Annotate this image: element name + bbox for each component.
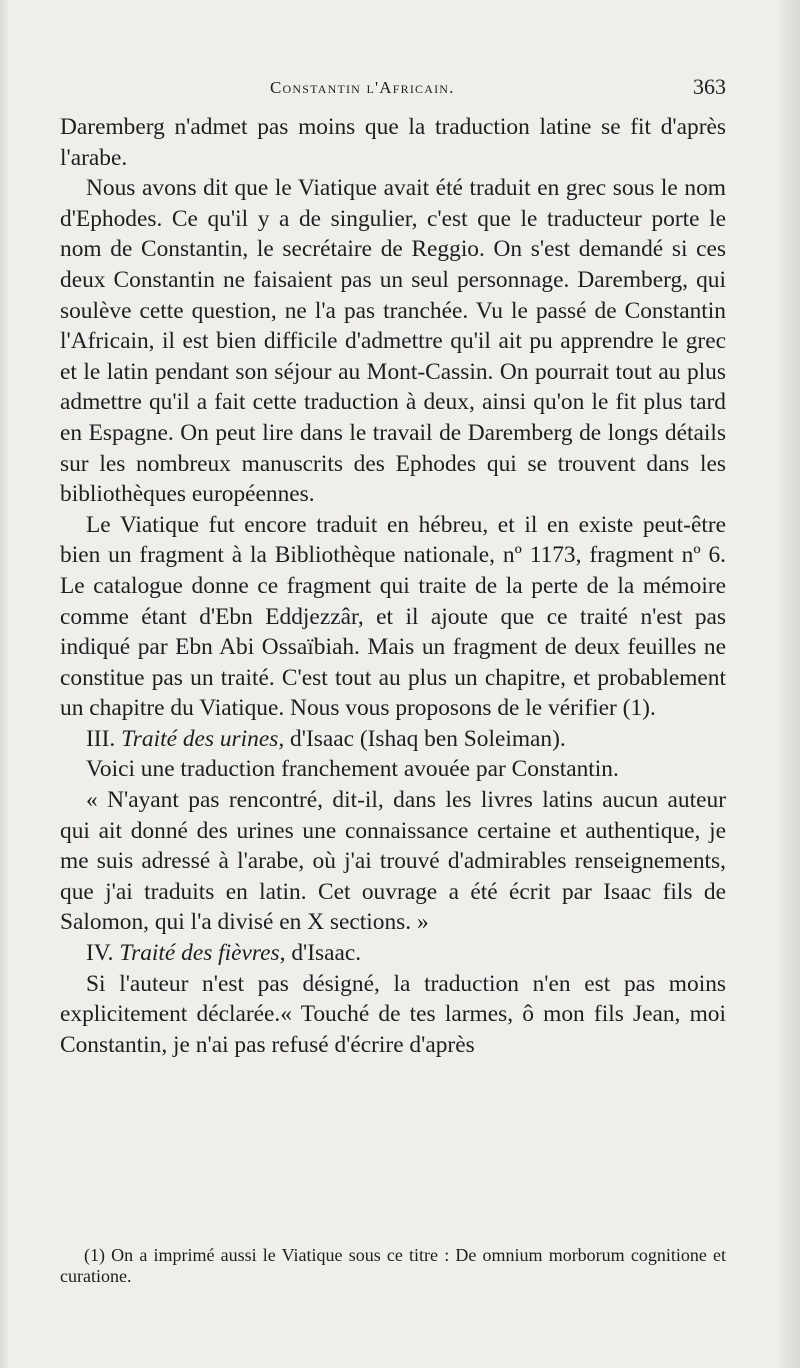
page-number: 363 xyxy=(693,74,726,99)
section-numeral-3: III. xyxy=(86,725,116,752)
section-rest-fievres: , d'Isaac. xyxy=(279,940,362,967)
paragraph-3: Le Viatique fut encore traduit en hébreu, et il en existe peut-être bien un fragment à la Bibliothèque nationale, nº 1173, fragment nº 6. Le catalogue donne ce fragment qui traite de la perte de la mémoire comme étant d'Ebn Eddjezzâr, et il ajoute que ce traité n'est pas indiqué par Ebn Abi Ossaïbiah. Mais un fragment de deux feuilles ne constitue pas un traité. C'est tout au plus un chapitre, et probablement un chapitre du Viatique. Nous vous proposons de le vérifier (1). xyxy=(60,511,726,722)
running-title: Constantin l'Africain. xyxy=(270,78,455,97)
footnote-text: (1) On a imprimé aussi le Viatique sous ce titre : De omnium morborum cognitione et curatione. xyxy=(60,1245,726,1286)
paragraph-2: Nous avons dit que le Viatique avait été traduit en grec sous le nom d'Ephodes. Ce qu'il y a de singulier, c'est que le traducteur porte le nom de Constantin, le secrétaire de Reggio. On s'est demandé si ces deux Constantin ne faisaient pas un seul personnage. Daremberg, qui soulève cette question, ne l'a pas tranchée. Vu le passé de Constantin l'Africain, il est bien difficile d'admettre qu'il ait pu apprendre le grec et le latin pendant son séjour au Mont-Cassin. On pourrait tout au plus admettre qu'il a fait cette traduction à deux, ainsi qu'on le fit plus tard en Espagne. On peut lire dans le travail de Daremberg de longs détails sur les nombreux manuscrits des Ephodes qui se trouvent dans les bibliothèques européennes. xyxy=(60,175,726,508)
page-header xyxy=(60,74,726,104)
paragraph-7 xyxy=(60,938,726,969)
page-shadow-left xyxy=(0,0,10,1368)
section-title-fievres: Traité des fièvres xyxy=(119,940,280,967)
paragraph-6: « N'ayant pas rencontré, dit-il, dans les livres latins aucun auteur qui ait donné des urines une connaissance certaine et authentique, je me suis adressé à l'arabe, où j'ai trouvé d'admirables renseignements, que j'ai traduits en latin. Cet ouvrage a été écrit par Isaac fils de Salomon, qui l'a divisé en X sections. » xyxy=(60,787,726,936)
paragraph-1: Daremberg n'admet pas moins que la traduction latine se fit d'après l'arabe. xyxy=(60,114,726,171)
page-edge-right xyxy=(778,0,800,1368)
section-numeral-4: IV. xyxy=(86,940,114,967)
paragraph-8: Si l'auteur n'est pas désigné, la traduction n'en est pas moins explicitement déclarée.« Touché de tes larmes, ô mon fils Jean, moi Constantin, je n'ai pas refusé d'écrire d'après xyxy=(60,970,726,1058)
paragraph-4 xyxy=(60,724,726,755)
section-title-urines: Traité des urines, xyxy=(121,725,285,752)
paragraph-5: Voici une traduction franchement avouée par Constantin. xyxy=(86,756,619,783)
footnote xyxy=(60,1245,726,1287)
body-text xyxy=(60,112,726,1060)
section-rest-urines: d'Isaac (Ishaq ben Soleiman). xyxy=(290,725,566,752)
